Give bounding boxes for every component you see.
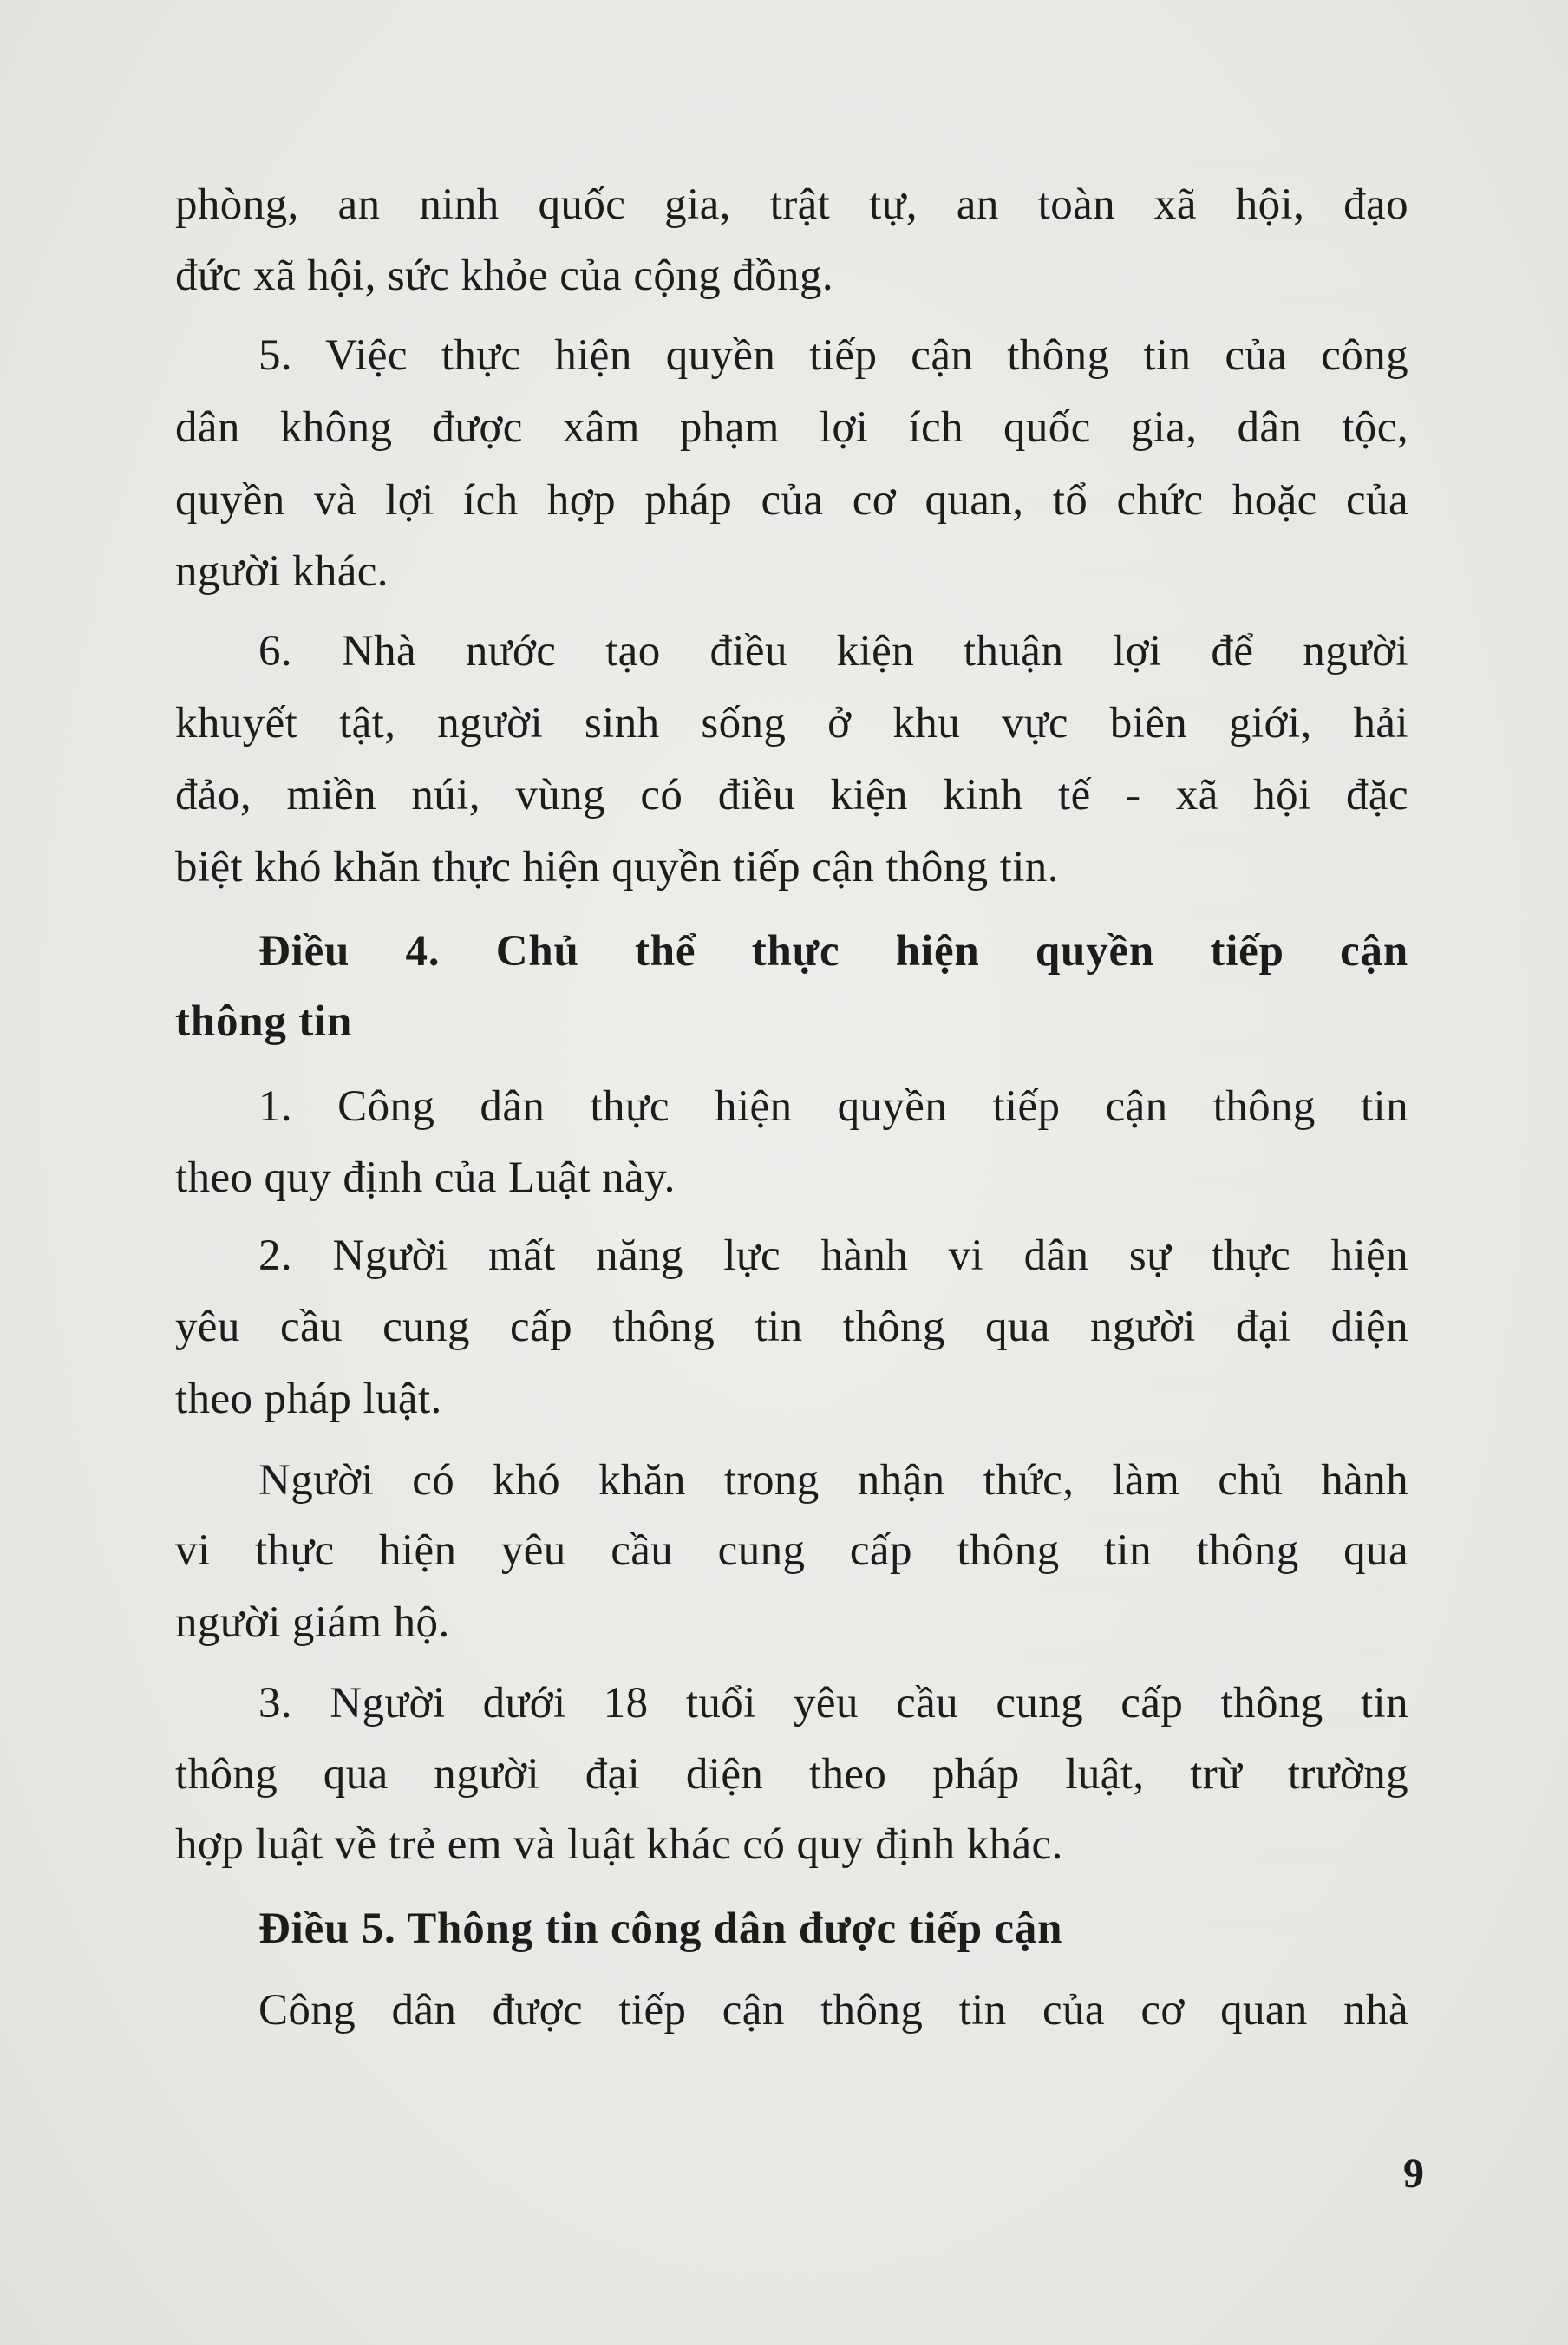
page-number: 9 [1403,2151,1424,2197]
paragraph-line: 5. Việc thực hiện quyền tiếp cận thông tin của công [258,331,1408,380]
paragraph-line: người giám hộ. [175,1598,450,1647]
paragraph-line: theo quy định của Luật này. [175,1153,676,1202]
paragraph-line: Người có khó khăn trong nhận thức, làm chủ hành [258,1456,1408,1505]
paragraph-line: thông qua người đại diện theo pháp luật, trừ trường [175,1750,1408,1799]
paragraph-line: dân không được xâm phạm lợi ích quốc gia, dân tộc, [175,403,1408,452]
paragraph-line: biệt khó khăn thực hiện quyền tiếp cận thông tin. [175,843,1059,892]
paragraph-line: 1. Công dân thực hiện quyền tiếp cận thông tin [258,1082,1408,1131]
paragraph-line: phòng, an ninh quốc gia, trật tự, an toàn xã hội, đạo [175,180,1408,229]
article-heading-line: Điều 5. Thông tin công dân được tiếp cận [258,1904,1063,1953]
paragraph-line: theo pháp luật. [175,1375,442,1423]
paragraph-line: vi thực hiện yêu cầu cung cấp thông tin thông qua [175,1526,1408,1575]
paragraph-line: khuyết tật, người sinh sống ở khu vực biên giới, hải [175,699,1408,748]
paragraph-line: 6. Nhà nước tạo điều kiện thuận lợi để người [258,627,1408,676]
paragraph-line: 3. Người dưới 18 tuổi yêu cầu cung cấp thông tin [258,1679,1408,1728]
article-heading-line: thông tin [175,997,353,1046]
paragraph-line: Công dân được tiếp cận thông tin của cơ quan nhà [258,1986,1408,2035]
paragraph-line: người khác. [175,547,389,596]
article-heading-line: Điều 4. Chủ thể thực hiện quyền tiếp cận [258,927,1408,976]
paragraph-line: yêu cầu cung cấp thông tin thông qua người đại diện [175,1303,1408,1351]
paragraph-line: hợp luật về trẻ em và luật khác có quy định khác. [175,1820,1063,1869]
paragraph-line: 2. Người mất năng lực hành vi dân sự thực hiện [258,1231,1408,1280]
paragraph-line: quyền và lợi ích hợp pháp của cơ quan, tổ chức hoặc của [175,476,1408,525]
paragraph-line: đức xã hội, sức khỏe của cộng đồng. [175,251,834,300]
paragraph-line: đảo, miền núi, vùng có điều kiện kinh tế - xã hội đặc [175,771,1408,820]
